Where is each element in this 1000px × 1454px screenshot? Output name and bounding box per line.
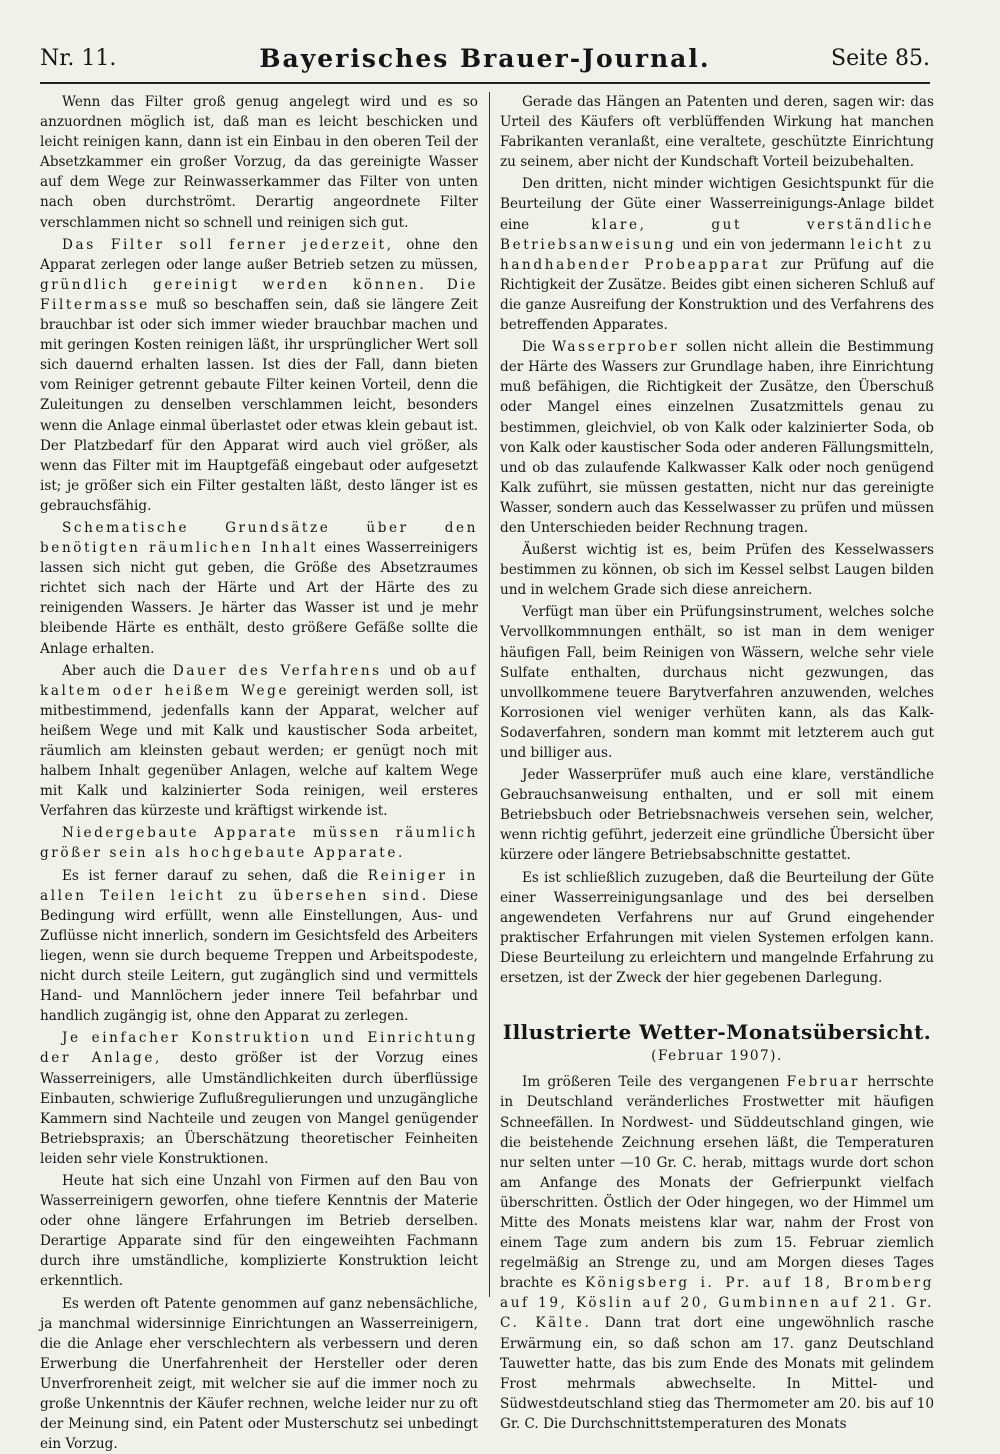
paragraph-text: Im größeren Teile des vergangenen: [522, 1074, 787, 1091]
paragraph: Jeder Wasserprüfer muß auch eine klare, verständliche Gebrauchsanweisung enthalten, und er soll mit einem Betriebsbuch oder Betriebsnachweis versehen sein, welcher, wenn richtig geführt, jederzeit eine gründliche Übersicht über kürzere oder längere Betriebsabschnitte gestattet.: [500, 767, 934, 864]
page-number: Seite 85.: [831, 46, 930, 71]
issue-number: Nr. 11.: [40, 46, 117, 71]
paragraph-text: Dann trat dort eine ungewöhnlich rasche Erwärmung ein, so daß schon am 17. ganz Deutschland Tauwetter hatte, das bis zum Ende des Monats mit gelindem Frost mehrmals abwechselte. In Mittel- und Südwestdeutschland stieg das Thermometer am 20. bis auf 10 Gr. C. Die Durchschnittstemperaturen des Monats: [500, 1315, 934, 1432]
paragraph-text: ohne den Apparat zerlegen oder lange außer Betrieb setzen zu müssen,: [40, 236, 478, 273]
paragraph-text: Den dritten, nicht minder wichtigen Gesichtspunkt für die Beurteilung der Güte einer Wasserreinigungs-Anlage bildet eine: [500, 176, 934, 233]
paragraph: Gerade das Hängen an Patenten und deren, sagen wir: das Urteil des Käufers oft verblüffenden Wirkung hat manchen Fabrikanten veranlaßt, eine veraltete, geschützte Einrichtung zu seinem, aber nicht der Kundschaft Vorteil beizubehalten.: [500, 94, 934, 171]
paragraph: [500, 1072, 934, 1434]
paragraph: [40, 866, 478, 1027]
spaced-emphasis: klare, gut verständliche Betriebsanweisung: [500, 216, 934, 253]
paragraph-text: Es ist ferner darauf zu sehen, daß die: [62, 867, 368, 884]
paragraph-text: Aber auch die: [62, 662, 173, 679]
paragraph-text: Diese Bedingung wird erfüllt, wenn alle Einstellungen, Aus- und Zuflüsse nicht innerlich, sondern im Gesichtsfeld des Arbeiters liegen, wenn sie durch bequeme Treppen und Arbeitspodeste, nicht durch steile Leitern, gut zugänglich sind und vermittels Hand- und Mannlöchern jeder innere Teil befahrbar und handlich zugängig ist, ohne den Apparat zu zerlegen.: [40, 887, 478, 1025]
paragraph: [40, 1028, 478, 1169]
paragraph-text: und ein von jedermann: [676, 236, 851, 253]
paragraph: [40, 518, 478, 659]
paragraph: [500, 337, 934, 538]
paragraph: Wenn das Filter groß genug angelegt wird und es so anzuordnen möglich ist, daß man es leicht beschicken und leicht reinigen kann, dann ist ein Einbau in den oberen Teil der Absetzkammer ein großer Vorzug, da das gereinigte Wasser auf dem Wege zur Reinwasserkammer das Filter von unten nach oben durchströmt. Derartig angeordnete Filter verschlammen nicht so schnell und reinigen sich gut.: [40, 94, 478, 231]
paragraph: [500, 174, 934, 335]
spaced-emphasis: Reiniger in allen Teilen leicht zu übersehen sind.: [40, 867, 479, 904]
paragraph: Äußerst wichtig ist es, beim Prüfen des Kesselwassers bestimmen zu können, ob sich im Kessel selbst Laugen bilden und in welchem Grade sich diese anreichern.: [500, 542, 934, 599]
section-subheading: (Februar 1907).: [651, 1048, 783, 1065]
paragraph-text: gereinigt werden soll, ist mitbestimmend, jedenfalls kann der Apparat, welcher auf heißem Wege und mit Kalk und kaustischer Soda arbeitet, räumlich am kleinsten gebaut werden; er genügt noch mit halbem Inhalt gegenüber Anlagen, welche auf kaltem Wege mit Kalk und kalzinierter Soda reinigen, weil ersteres Verfahren das kürzeste und kräftigst wirkende ist.: [40, 682, 478, 820]
paragraph-text: und ob: [381, 662, 449, 679]
spaced-emphasis: Je einfacher Konstruktion und Einrichtung der Anlage,: [40, 1030, 478, 1067]
paragraph-text: zur Prüfung auf die Richtigkeit der Zusätze. Beides gibt einen sicheren Schluß auf die ganze Ausreifung der Konstruktion und des Verfahrens des betreffenden Apparates.: [500, 256, 935, 334]
section-heading: Illustrierte Wetter-Monatsübersicht.: [502, 1020, 932, 1045]
spaced-emphasis: auf kaltem oder heißem Wege: [40, 662, 479, 699]
paragraph: Verfügt man über ein Prüfungsinstrument, welches solche Vervollkommnungen enthält, so ist man in dem weniger häufigen Fall, beim Reinigen von Wässern, welche sehr viele Sulfate enthalten, durchaus nicht gezwungen, das unvollkommene teuere Barytverfahren anzuwenden, welches Korrosionen viel weniger verhüten kann, als das Kalk-Sodaverfahren, sondern man kommt mit letzterem auch gut und billiger aus.: [500, 604, 934, 761]
left-column: [40, 92, 479, 1453]
right-column: [500, 92, 935, 1432]
spaced-emphasis: Das Filter soll ferner jederzeit,: [62, 236, 394, 253]
paragraph-text: sollen nicht allein die Bestimmung der Härte des Wassers zur Grundlage haben, ihre Einrichtung muß befähigen, die Richtigkeit der Zusätze, den Überschuß oder Mangel eines einzelnen Zusatzmittels genau zu bestimmen, gleichviel, ob von Kalk oder kalzinierter Soda, ob von Kalk oder kaustischer Soda oder anderen Fällungsmitteln, und ob das zulaufende Kalkwasser Kalk oder noch genügend Kalk zuführt, sie müssen gestatten, nicht nur das gereinigte Wasser, sondern auch das Kesselwasser zu prüfen und müssen den Unterschieden beider Rechnung tragen.: [500, 339, 934, 536]
paragraph-text: desto größer ist der Vorzug eines Wasserreinigers, alle Umständlichkeiten durch überflüssige Einbauten, schwierige Zuflußregulierungen und unzugängliche Kammern sind Nachteile und zeugen von Mangel genügender Betriebspraxis; an Überschätzung theoretischer Feinheiten leiden sehr viele Konstruktionen.: [40, 1050, 478, 1167]
spaced-emphasis: gründlich gereinigt werden können.: [40, 276, 427, 293]
spaced-emphasis: leicht zu handhabender Probeapparat: [500, 236, 935, 273]
paragraph-text: eines Wasserreinigers lassen sich nicht gut geben, die Größe des Absetzraumes richtet sich nach der Härte und Art der Härte des zu reinigenden Wassers. Je härter das Wasser ist und je mehr bleibende Härte es enthält, desto größere Gefäße sollte die Anlage erhalten.: [40, 540, 478, 657]
journal-title: Bayerisches Brauer-Journal.: [259, 44, 711, 73]
paragraph-text: Die: [522, 339, 552, 356]
paragraph: Es werden oft Patente genommen auf ganz nebensächliche, ja manchmal widersinnige Einrichtungen an Wasserreinigern, die die Anlage eher verschlechtern als verbessern und deren Erwerbung die Unerfahrenheit der Hersteller oder deren Unverfrorenheit zeigt, mit welcher sie auf die immer noch zu große Unkenntnis der Käufer rechnen, welche leider nur zu oft der Meinung sind, ein Patent oder Musterschutz sei unbedingt ein Vorzug.: [40, 1295, 478, 1453]
paragraph-text: muß so beschaffen sein, daß sie längere Zeit brauchbar ist oder sich immer wieder brauchbar machen und mit geringen Kosten reinigen läßt, ihr ursprünglicher Wert soll sich dauernd erhalten lassen. Ist dies der Fall, dann bieten vom Reiniger getrennt gebaute Filter keinen Vorteil, denn die Zuleitungen zu denselben verschlammen leicht, besonders wenn die Anlage einmal überlastet oder etwas klein gebaut ist. Der Platzbedarf für den Apparat wird auch viel größer, als wenn das Filter mit im Hauptgefäß eingebaut oder aufgesetzt ist; je größer sich ein Filter gestalten läßt, desto länger ist es gebrauchsfähig.: [40, 296, 478, 514]
paragraph: Es ist schließlich zuzugeben, daß die Beurteilung der Güte einer Wasserreinigungsanlage und des bei derselben angewendeten Verfahrens nur auf Grund eingehender praktischer Erfahrungen mit vielen Systemen erfolgen kann. Diese Beurteilung zu erleichtern und mangelnde Erfahrung zu ersetzen, ist der Zweck der hier gegebenen Darlegung.: [500, 869, 934, 987]
paragraph: Heute hat sich eine Unzahl von Firmen auf den Bau von Wasserreinigern geworfen, ohne tiefere Kenntnis der Materie oder ohne längere Erfahrungen im Betrieb derselben. Derartige Apparate sind für den eingeweihten Fachmann durch ihre umständliche, komplizierte Konstruktion leicht erkenntlich.: [40, 1172, 478, 1290]
paragraph: [40, 661, 478, 822]
spaced-emphasis: Königsberg i. Pr. auf 18, Bromberg auf 19, Köslin auf 20, Gumbinnen auf 21. Gr. C. Kälte.: [500, 1275, 935, 1332]
paragraph-text: herrschte in Deutschland veränderliches Frostwetter mit häufigen Schneefällen. In Nordwest- und Süddeutschland gingen, wie die beistehende Zeichnung ersehen läßt, die Temperaturen nur selten unter —10 Gr. C. herab, mittags wurde dort schon am Anfange des Monats der Gefrierpunkt vielfach überschritten. Östlich der Oder hingegen, wo der Himmel um Mitte des Monats meistens klar war, nahm der Frost von einem Tage zum andern bis zum 15. Februar ziemlich regelmäßig an Strenge zu, und am Morgen dieses Tages brachte es: [500, 1074, 934, 1292]
spaced-emphasis: Niedergebaute Apparate müssen räumlich größer sein als hochgebaute Apparate.: [40, 825, 478, 862]
spaced-emphasis: Wasserprober: [551, 339, 680, 356]
spaced-emphasis: Februar: [786, 1074, 861, 1091]
page-header: [40, 42, 930, 84]
spaced-emphasis: Schematische Grundsätze über den benötigten räumlichen Inhalt: [40, 519, 478, 557]
spaced-emphasis: Dauer des Verfahrens: [172, 662, 382, 679]
column-divider: [489, 92, 490, 1297]
spaced-emphasis: Die Filtermasse: [40, 276, 478, 313]
paragraph: [40, 823, 478, 863]
paragraph: [40, 235, 478, 516]
